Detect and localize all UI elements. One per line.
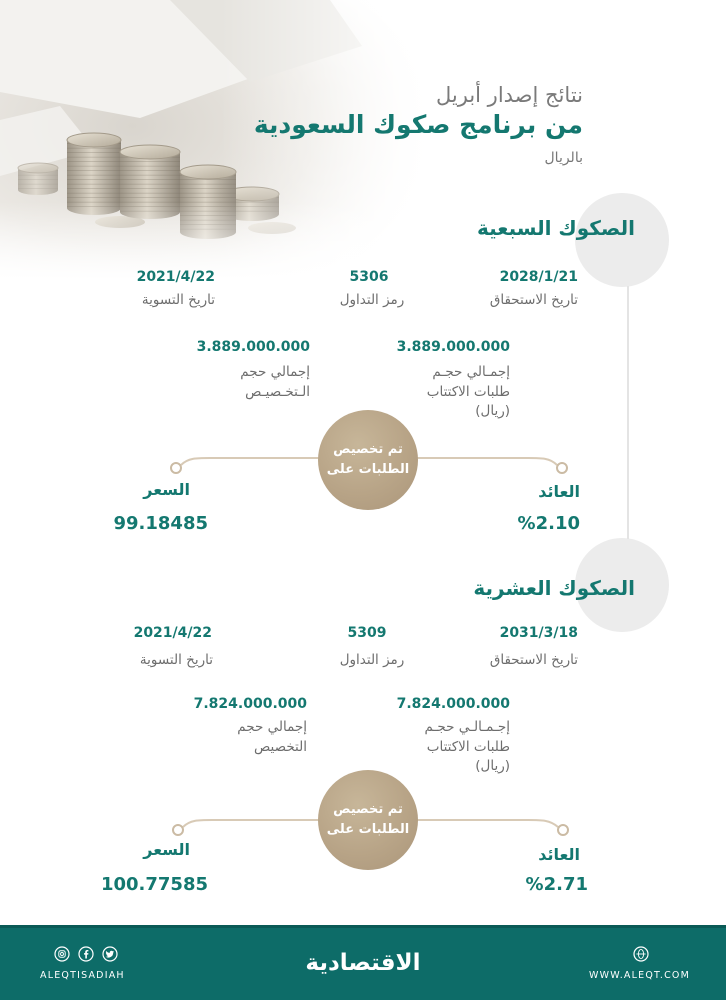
section-1-total-allocation-label bbox=[240, 363, 310, 402]
label-line: طلبات الاكتتاب bbox=[426, 738, 510, 755]
section-2-heading: الصكوك العشرية bbox=[473, 576, 635, 600]
section-2-yield-label: العائد bbox=[538, 845, 580, 864]
section-1-ticker-label: رمز التداول bbox=[339, 292, 405, 308]
section-2-maturity-date: 2031/3/18 bbox=[499, 625, 578, 641]
label-line: طلبات الاكتتاب bbox=[426, 383, 510, 400]
section-1-connector-end-left bbox=[171, 463, 181, 473]
section-2-ticker-label: رمز التداول bbox=[339, 652, 405, 668]
section-1-yield-label: العائد bbox=[538, 482, 580, 501]
facebook-icon[interactable] bbox=[78, 946, 94, 962]
aleqtisadiah-logo: الاقتصادية bbox=[305, 950, 421, 976]
section-1-settlement-label: تاريخ التسوية bbox=[141, 292, 215, 308]
section-1-yield-value: %2.10 bbox=[517, 513, 580, 534]
section-2-settlement-date: 2021/4/22 bbox=[133, 625, 212, 641]
label-line: إجمالي حجم bbox=[240, 364, 310, 380]
section-2-total-subscriptions: 7.824.000.000 bbox=[396, 696, 510, 712]
label-line: (ريال) bbox=[475, 403, 510, 419]
social-handle: ALEQTISADIAH bbox=[40, 970, 125, 981]
section-2-total-allocation: 7.824.000.000 bbox=[193, 696, 307, 712]
section-1-price-value: 99.18485 bbox=[113, 513, 208, 534]
section-1-allocation-badge bbox=[318, 410, 418, 510]
section-1-heading: الصكوك السبعية bbox=[477, 216, 635, 240]
label-line: إجمـالي حجـم bbox=[432, 364, 510, 380]
section-1-price-label: السعر bbox=[143, 480, 190, 499]
section-1-ticker: 5306 bbox=[349, 269, 389, 285]
badge-line-2: الطلبات على bbox=[326, 462, 410, 477]
label-line: الـتخـصيـص bbox=[245, 383, 310, 400]
page-title: من برنامج صكوك السعودية bbox=[253, 110, 583, 139]
globe-icon[interactable] bbox=[633, 946, 649, 962]
label-line: إجـمـالـي حجـم bbox=[424, 719, 510, 735]
section-1-total-subscriptions: 3.889.000.000 bbox=[396, 339, 510, 355]
section-1-maturity-date: 2028/1/21 bbox=[499, 269, 578, 285]
badge-line-2: الطلبات على bbox=[326, 822, 410, 837]
section-2-ticker: 5309 bbox=[347, 625, 387, 641]
section-2-maturity-label: تاريخ الاستحقاق bbox=[489, 652, 578, 668]
section-2-total-allocation-label bbox=[237, 718, 307, 757]
section-2-allocation-badge bbox=[318, 770, 418, 870]
section-2-price-value: 100.77585 bbox=[100, 874, 208, 895]
section-1-maturity-label: تاريخ الاستحقاق bbox=[489, 292, 578, 308]
label-line: إجمالي حجم bbox=[237, 719, 307, 735]
website-link[interactable]: WWW.ALEQT.COM bbox=[589, 970, 690, 981]
label-line: التخصيص bbox=[254, 738, 307, 755]
section-2-connector-end-left bbox=[173, 825, 183, 835]
section-1-total-subscriptions-label bbox=[427, 363, 510, 422]
section-1-connector-end-right bbox=[557, 463, 567, 473]
instagram-icon[interactable] bbox=[54, 946, 70, 962]
title-line-1: نتائج إصدار أبريل bbox=[435, 83, 583, 107]
section-2-yield-value: %2.71 bbox=[525, 874, 588, 895]
section-2-price-label: السعر bbox=[143, 840, 190, 859]
footer-bar bbox=[0, 925, 726, 1000]
badge-line-1: تم تخصيص bbox=[333, 802, 403, 817]
section-2-settlement-label: تاريخ التسوية bbox=[139, 652, 213, 668]
section-1-total-allocation: 3.889.000.000 bbox=[196, 339, 310, 355]
twitter-icon[interactable] bbox=[102, 946, 118, 962]
badge-line-1: تم تخصيص bbox=[333, 442, 403, 457]
section-1-settlement-date: 2021/4/22 bbox=[136, 269, 215, 285]
label-line: (ريال) bbox=[475, 758, 510, 774]
currency-unit: بالريال bbox=[544, 150, 583, 166]
section-2-total-subscriptions-label bbox=[424, 718, 510, 777]
section-2-connector-end-right bbox=[558, 825, 568, 835]
